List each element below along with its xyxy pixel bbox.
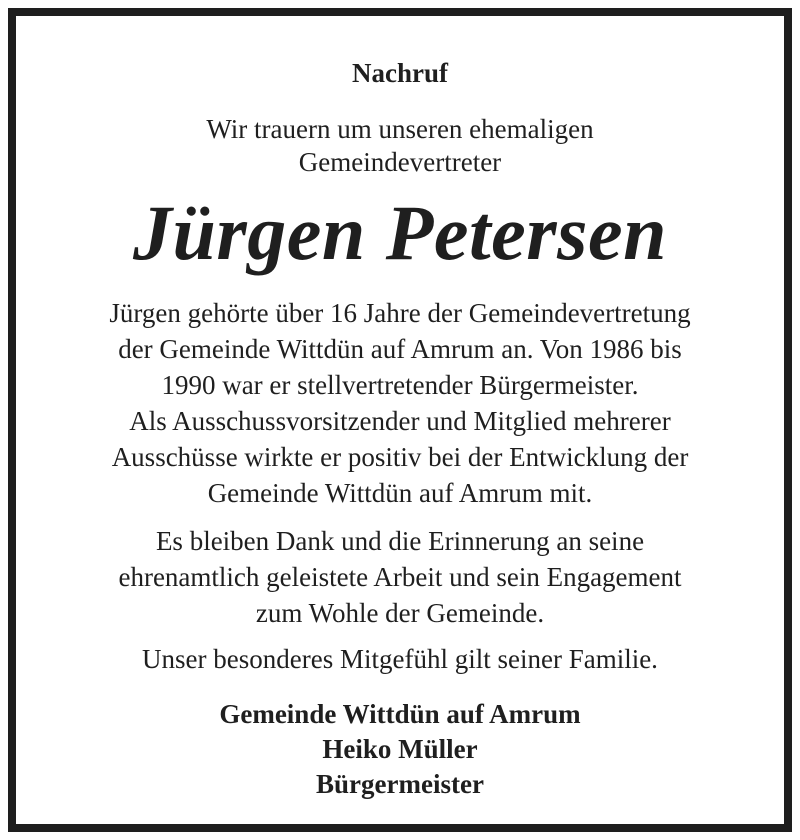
paragraph-1-line-2: der Gemeinde Wittdün auf Amrum an. Von 1986 bis <box>118 334 682 364</box>
paragraph-1-line-4: Als Ausschussvorsitzender und Mitglied mehrerer <box>129 406 671 436</box>
signature-person: Heiko Müller <box>322 734 478 764</box>
paragraph-1-line-3: 1990 war er stellvertretender Bürgermeister. <box>161 370 639 400</box>
paragraph-3-line-1: Unser besonderes Mitgefühl gilt seiner Familie. <box>142 644 658 674</box>
paragraph-1-line-6: Gemeinde Wittdün auf Amrum mit. <box>207 478 593 508</box>
deceased-name: Jürgen Petersen <box>133 189 667 276</box>
paragraph-1-line-1: Jürgen gehörte über 16 Jahre der Gemeindevertretung <box>109 298 691 328</box>
signature-role: Bürgermeister <box>316 769 484 799</box>
paragraph-2-line-1: Es bleiben Dank und die Erinnerung an seine <box>155 526 645 556</box>
intro-line-1: Wir trauern um unseren ehemaligen <box>206 114 594 144</box>
paragraph-2-line-2: ehrenamtlich geleistete Arbeit und sein Engagement <box>118 562 682 592</box>
obituary-notice <box>8 8 792 832</box>
notice-heading: Nachruf <box>352 58 448 88</box>
paragraph-1-line-5: Ausschüsse wirkte er positiv bei der Entwicklung der <box>111 442 689 472</box>
intro-line-2: Gemeindevertreter <box>298 147 502 177</box>
signature-organization: Gemeinde Wittdün auf Amrum <box>219 699 581 729</box>
paragraph-2-line-3: zum Wohle der Gemeinde. <box>255 598 545 628</box>
